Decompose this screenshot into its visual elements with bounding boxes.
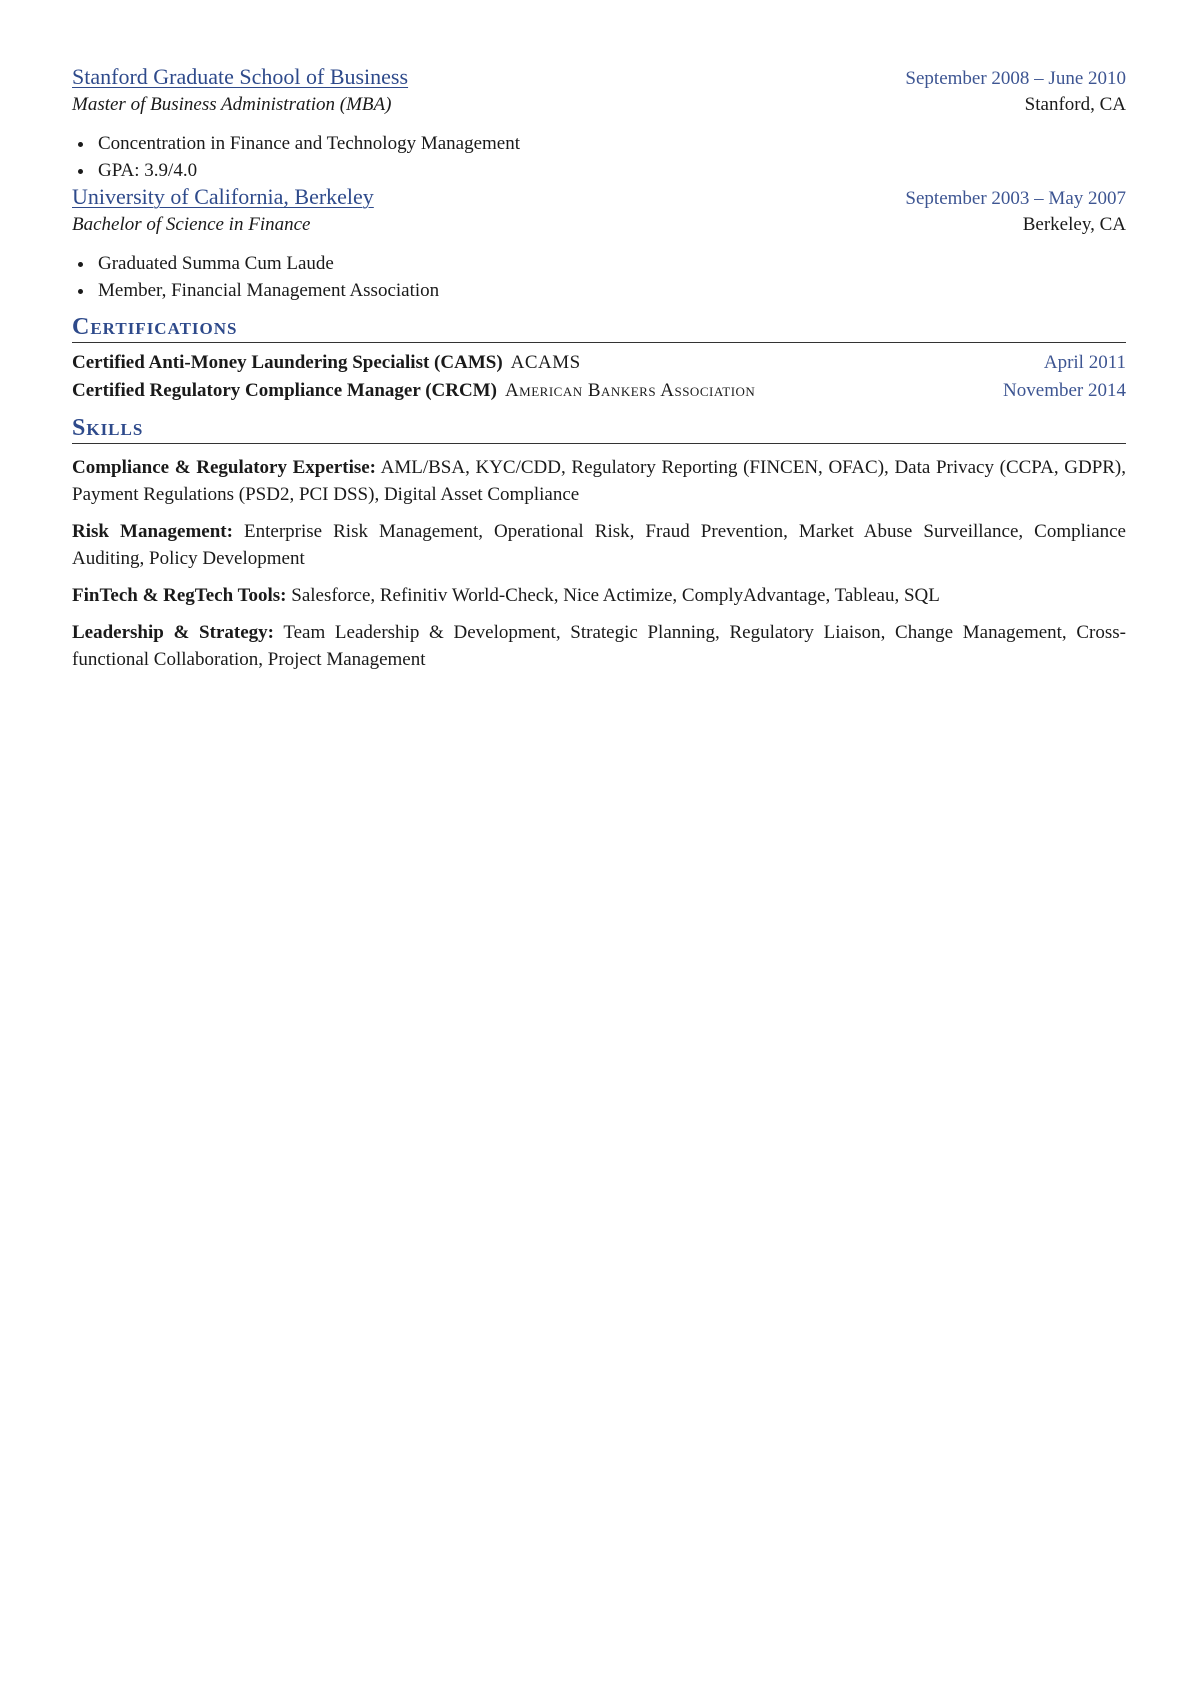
skill-text: Enterprise Risk Management, Operational Risk, Fraud Prevention, Market Abuse Surveillance, Compliance Auditing, Policy Development [72, 521, 1126, 569]
certification-row [72, 349, 1126, 377]
education-entry-subheader [72, 214, 1126, 242]
certification-info [72, 349, 581, 378]
education-entry-header [72, 184, 1126, 214]
certification-row [72, 377, 1126, 405]
certification-org: American Bankers Association [504, 380, 756, 401]
education-dates: September 2008 – June 2010 [905, 68, 1126, 89]
skill-label: Compliance & Regulatory Expertise: [72, 457, 377, 478]
section-title-certifications: Certifications [72, 312, 1126, 343]
school-link-stanford[interactable]: Stanford Graduate School of Business [72, 64, 409, 89]
education-entry-subheader [72, 94, 1126, 122]
bullet-item: Concentration in Finance and Technology Management [72, 130, 1126, 157]
certification-info [72, 377, 755, 406]
education-location: Stanford, CA [1024, 94, 1126, 115]
bullet-item: Member, Financial Management Association [72, 277, 1126, 304]
education-bullets [72, 130, 1126, 184]
degree-title: Bachelor of Science in Finance [72, 214, 311, 235]
certifications-list [72, 349, 1126, 405]
education-entry-stanford [72, 64, 1126, 184]
education-entry-berkeley [72, 184, 1126, 304]
school-link-berkeley[interactable]: University of California, Berkeley [72, 184, 374, 209]
education-location: Berkeley, CA [1022, 214, 1126, 235]
skill-text: AML/BSA, KYC/CDD, Regulatory Reporting (FINCEN, OFAC), Data Privacy (CCPA, GDPR), Payment Regulations (PSD2, PCI DSS), Digital Asset Compliance [72, 457, 1127, 505]
certification-org: ACAMS [510, 352, 581, 373]
skill-row [72, 582, 1126, 609]
certification-date: April 2011 [1043, 352, 1126, 373]
education-entry-header [72, 64, 1126, 94]
section-title-skills: Skills [72, 413, 1126, 444]
skill-text: Salesforce, Refinitiv World-Check, Nice Actimize, ComplyAdvantage, Tableau, SQL [291, 585, 940, 606]
skill-text: Team Leadership & Development, Strategic Planning, Regulatory Liaison, Change Management, Cross-functional Collaboration, Project Management [72, 622, 1126, 670]
certification-name: Certified Anti-Money Laundering Specialist (CAMS) [72, 352, 503, 373]
skill-row [72, 454, 1126, 508]
bullet-item: Graduated Summa Cum Laude [72, 250, 1126, 277]
skill-label: Risk Management: [72, 521, 233, 542]
skill-label: FinTech & RegTech Tools: [72, 585, 287, 606]
degree-title: Master of Business Administration (MBA) [72, 94, 392, 115]
education-bullets [72, 250, 1126, 304]
skill-row [72, 619, 1126, 673]
education-dates: September 2003 – May 2007 [905, 188, 1126, 209]
skills-list [72, 454, 1126, 673]
certification-name: Certified Regulatory Compliance Manager (CRCM) [72, 380, 497, 401]
resume-page [72, 64, 1126, 673]
bullet-item: GPA: 3.9/4.0 [72, 157, 1126, 184]
skill-row [72, 518, 1126, 572]
certification-date: November 2014 [1003, 380, 1126, 401]
skill-label: Leadership & Strategy: [72, 622, 274, 643]
